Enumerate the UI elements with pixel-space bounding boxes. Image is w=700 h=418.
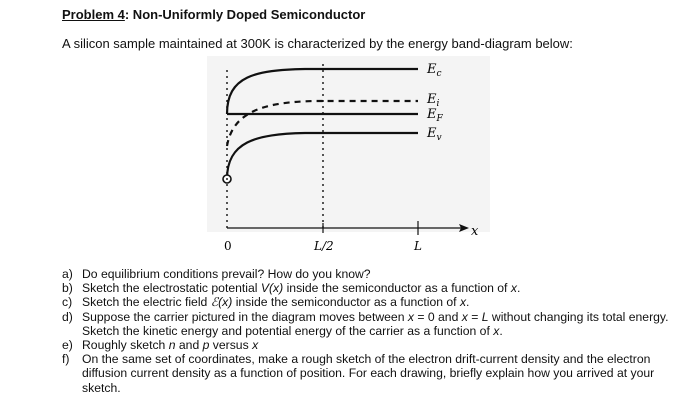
question-label: b) <box>62 281 73 296</box>
question-text <box>82 310 692 338</box>
question-text-part: Sketch the electrostatic potential <box>82 281 261 296</box>
question-text-part: On the same set of coordinates, make a rough sketch of the electron drift-current density and the electron diffusion current density as a function of position. For each drawing, briefly explain how you arrived at your sketch. <box>82 352 655 395</box>
ec-label: $E_c$ <box>427 62 442 79</box>
question-item <box>62 352 692 395</box>
problem-title-text: : Non-Uniformly Doped Semiconductor <box>124 7 366 22</box>
question-text-part: and <box>175 338 203 353</box>
question-text-part: . <box>516 281 521 296</box>
tick-label-L: L <box>414 239 422 253</box>
question-item <box>62 310 692 338</box>
problem-label: Problem 4 <box>62 7 125 22</box>
question-text-part: . <box>466 295 470 310</box>
x-axis-label: x <box>471 224 479 239</box>
question-text-part: Do equilibrium conditions prevail? How do you know? <box>82 267 371 281</box>
question-label: a) <box>62 267 73 281</box>
question-text-part: inside the semiconductor as a function of <box>232 295 460 310</box>
problem-intro: A silicon sample maintained at 300K is characterized by the energy band-diagram below: <box>62 36 573 51</box>
math-symbol: p <box>202 338 210 353</box>
question-text-part: = <box>467 309 482 324</box>
question-label: e) <box>62 338 73 353</box>
math-symbol: ℰ(x) <box>210 295 233 310</box>
question-text-part: Sketch the electric field <box>82 295 211 310</box>
question-text-part: = 0 and <box>413 309 462 324</box>
ei-label: $E_i$ <box>427 92 440 109</box>
math-symbol: x <box>461 309 468 324</box>
math-symbol: L <box>481 309 489 324</box>
question-text-part: Suppose the carrier pictured in the diagram moves between <box>82 309 408 324</box>
question-text <box>82 338 692 352</box>
math-symbol: x <box>493 323 500 338</box>
math-symbol: n <box>168 338 176 353</box>
question-text-part: inside the semiconductor as a function of <box>283 281 511 296</box>
question-text <box>82 281 692 295</box>
ef-label: $E_F$ <box>427 107 443 124</box>
tick-label-half: L/2 <box>314 239 334 253</box>
math-symbol: x <box>407 309 414 324</box>
tick-label-zero: 0 <box>224 239 232 253</box>
question-text-part: versus <box>209 338 253 353</box>
question-text <box>82 352 692 395</box>
math-symbol: x <box>252 338 259 353</box>
question-text-part: . <box>499 323 503 338</box>
question-text-part: without changing its total energy. Sketch the kinetic energy and potential energy of the carrier as a function of <box>82 309 669 338</box>
question-text-part: Roughly sketch <box>82 338 169 353</box>
math-symbol: V(x) <box>260 281 284 296</box>
ev-label: $E_v$ <box>427 126 442 143</box>
question-list <box>62 267 692 395</box>
question-item <box>62 338 692 352</box>
question-item <box>62 267 692 281</box>
problem-title <box>62 7 365 22</box>
question-label: d) <box>62 309 73 324</box>
question-label: f) <box>62 352 70 367</box>
question-label: c) <box>62 295 73 310</box>
faint-background <box>207 56 490 232</box>
math-symbol: x <box>510 281 517 296</box>
question-item <box>62 281 692 295</box>
band-diagram <box>205 56 495 256</box>
question-text <box>82 267 692 281</box>
question-item <box>62 295 692 309</box>
math-symbol: x <box>459 295 467 310</box>
question-text <box>82 295 692 309</box>
